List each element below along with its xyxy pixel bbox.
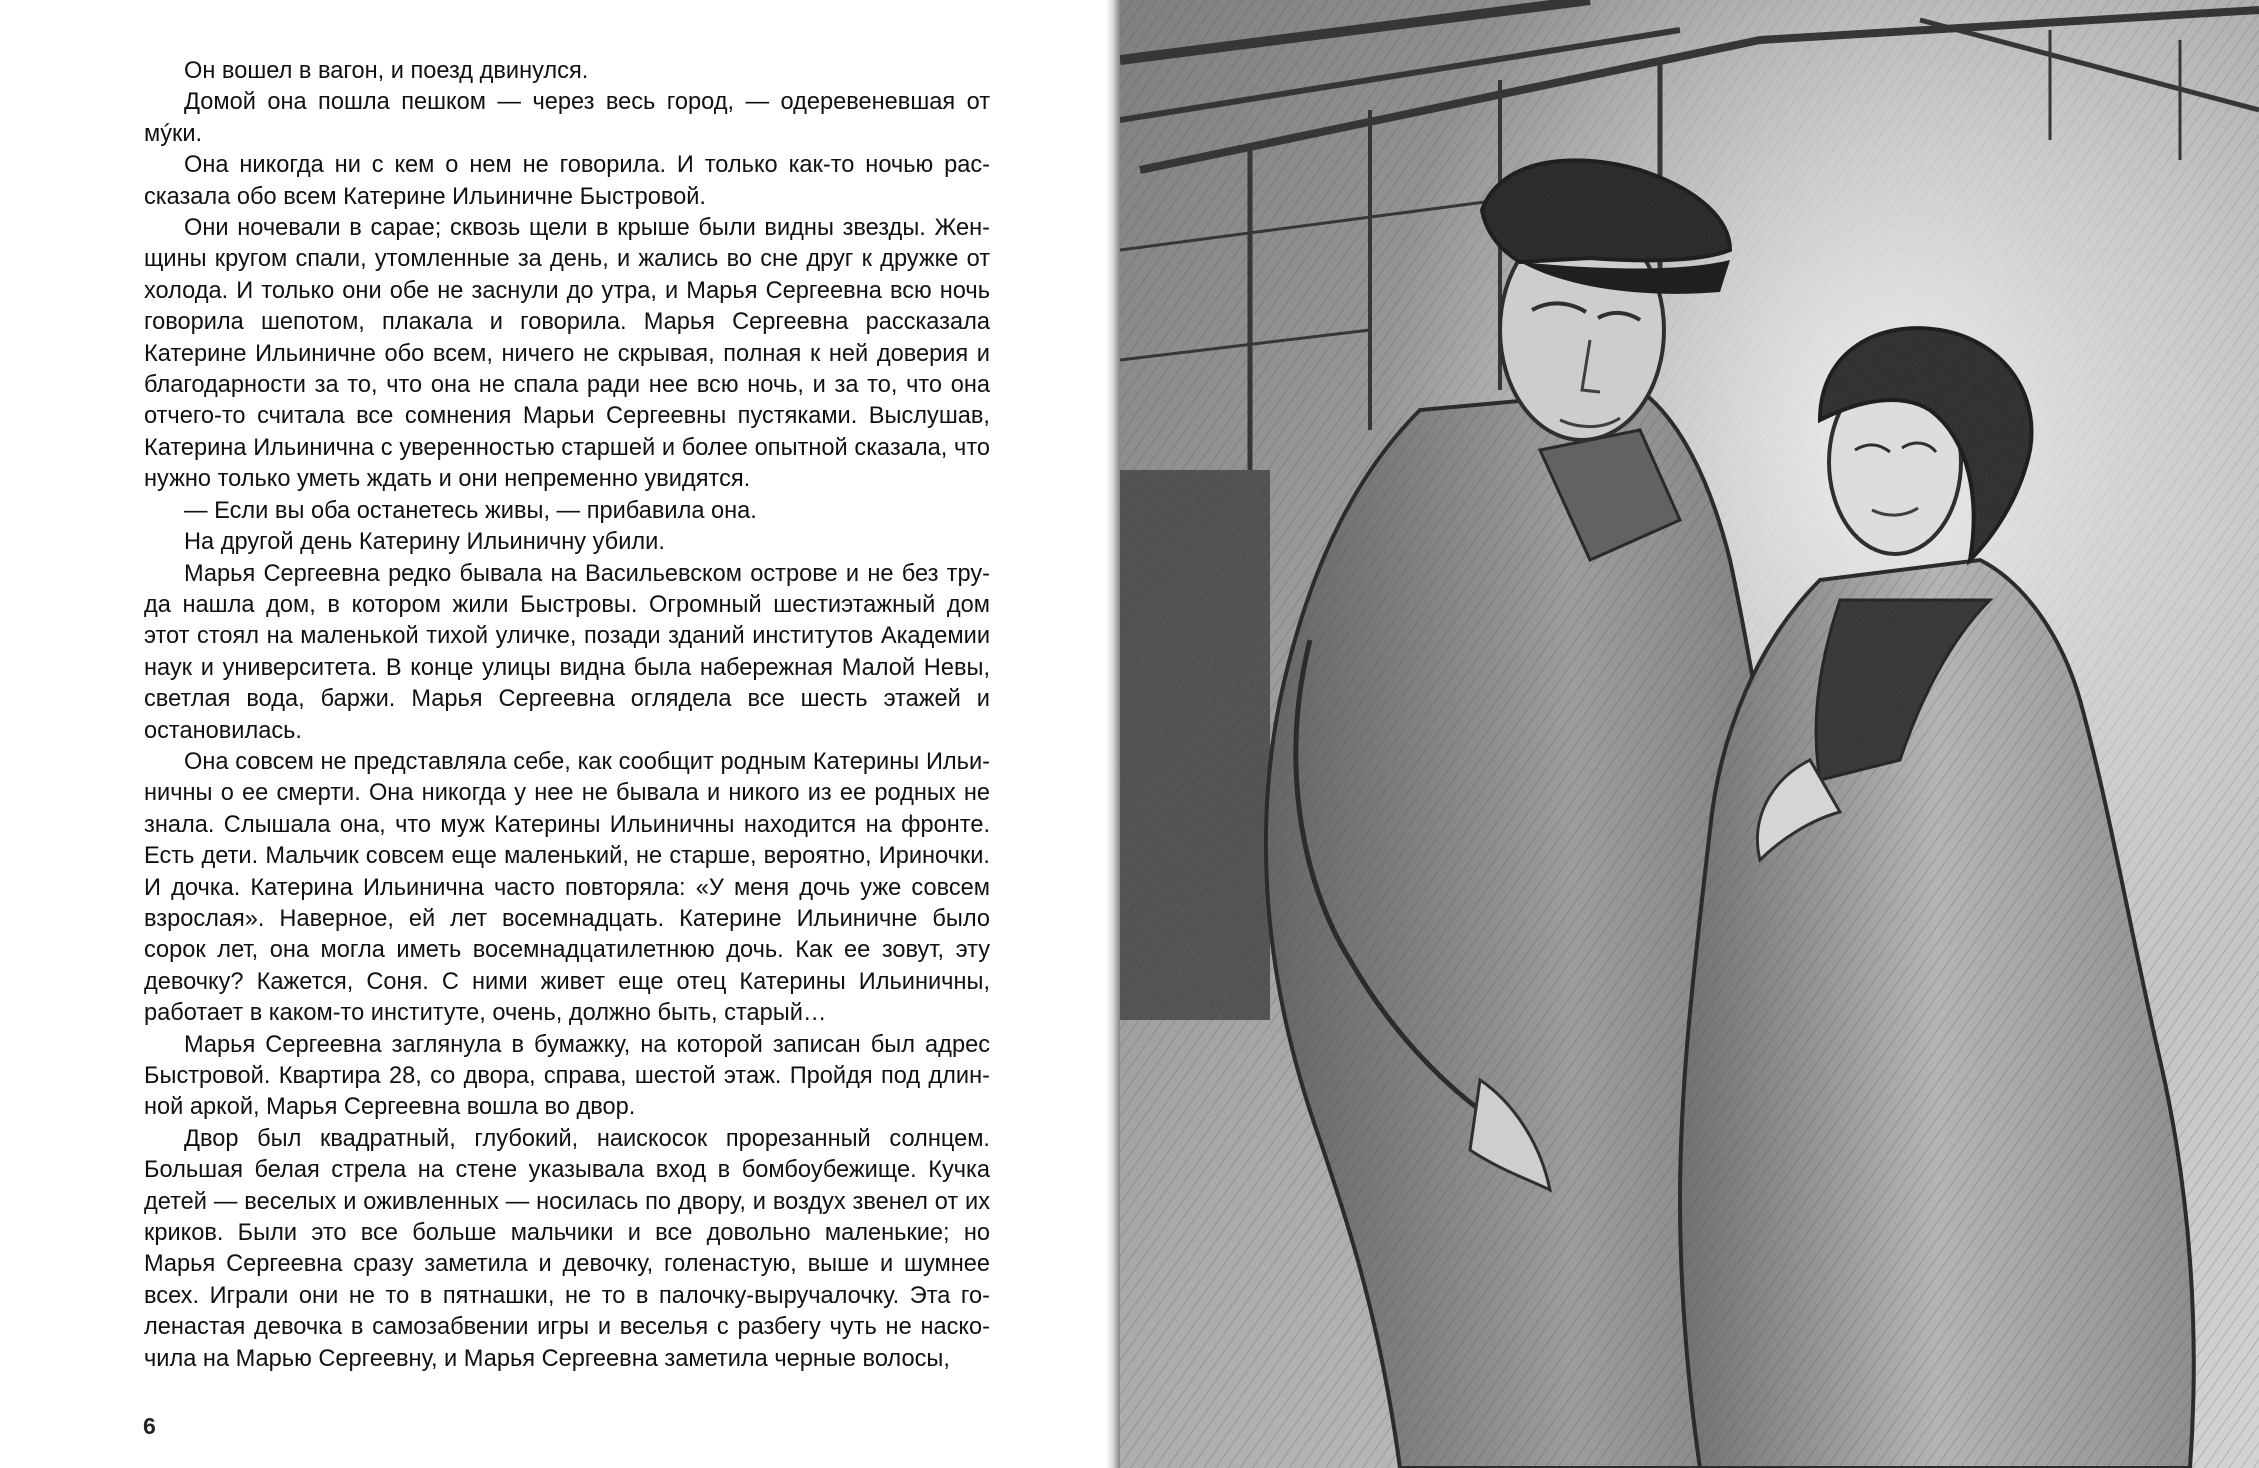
page-number: 6 xyxy=(143,1413,156,1439)
paragraph: Он вошел в вагон, и поезд двинулся. xyxy=(184,58,589,84)
right-page xyxy=(1120,0,2259,1468)
pencil-sketch-illustration xyxy=(1120,0,2259,1468)
paragraph: — Если вы оба останетесь живы, — прибавила она. xyxy=(184,497,757,524)
body-text xyxy=(144,56,990,1375)
left-page xyxy=(0,0,1118,1468)
paragraph: На другой день Катерину Ильиничну убили. xyxy=(184,529,665,556)
paragraph: Марья Сергеевна заглянула в бумажку, на которой записан был адрес Быстровой. Квартира 28, со двора, справа, шестой этаж. Пройдя под длинной аркой, Марья Сергеевна вошла во двор. xyxy=(144,1031,990,1121)
paragraph: Она никогда ни с кем о нем не говорила. И только как-то ночью рассказала обо всем Катерине Ильиничне Быстровой. xyxy=(144,152,990,210)
paragraph: Домой она пошла пешком — через весь город, — одеревеневшая от мýки. xyxy=(144,89,990,147)
paragraph: Марья Сергеевна редко бывала на Васильевском острове и не без труда нашла дом, в котором жили Быстровы. Огромный шестиэтажный дом этот стоял на маленькой тихой уличке, позади зданий институтов Академии наук и университета. В конце улицы видна была набережная Малой Невы, светлая вода, баржи. Марья Сергеевна оглядела все шесть этажей и остановилась. xyxy=(144,560,990,744)
paragraph: Они ночевали в сарае; сквозь щели в крыше были видны звезды. Женщины кругом спали, утомленные за день, и жались во сне друг к дружке от холода. И только они обе не заснули до утра, и Марья Сергеевна всю ночь говорила шепотом, плакала и говорила. Марья Сергеевна рассказала Катерине Ильиничне обо всем, ничего не скрывая, полная к ней доверия и благодарности за то, что она не спала ради нее всю ночь, и за то, что она отчего-то считала все сомнения Марьи Сергеевны пустяками. Выслушав, Катерина Ильинична с уверенностью старшей и более опытной сказала, что нужно только уметь ждать и они непременно увидятся. xyxy=(144,215,990,493)
paragraph: Двор был квадратный, глубокий, наискосок прорезанный солнцем. Большая белая стрела на стене указывала вход в бомбоубежище. Кучка детей — веселых и оживленных — носилась по двору, и воздух звенел от их криков. Были это все больше мальчики и все довольно маленькие; но Марья Сергеевна сразу заметила и девочку, голенастую, выше и шумнее всех. Играли они не то в пятнашки, не то в палочку-выручалочку. Эта голенастая девочка в самозабвении игры и веселья с разбегу чуть не наскочила на Марью Сергеевну, и Марья Сергеевна заметила черные волосы, xyxy=(144,1125,990,1372)
paragraph: Она совсем не представляла себе, как сообщит родным Катерины Ильиничны о ее смерти. Она никогда у нее не бывала и никого из ее родных не знала. Слышала она, что муж Катерины Ильиничны находится на фронте. Есть дети. Мальчик совсем еще маленький, не старше, вероятно, Ириночки. И дочка. Катерина Ильинична часто повторяла: «У меня дочь уже совсем взрослая». Наверное, ей лет восемнадцать. Катерине Ильиничне было сорок лет, она могла иметь восемнадцатилетнюю дочь. Как ее зовут, эту девочку? Кажется, Соня. С ними живет еще отец Катерины Ильиничны, работает в каком-то институте, очень, должно быть, старый… xyxy=(144,748,990,1027)
